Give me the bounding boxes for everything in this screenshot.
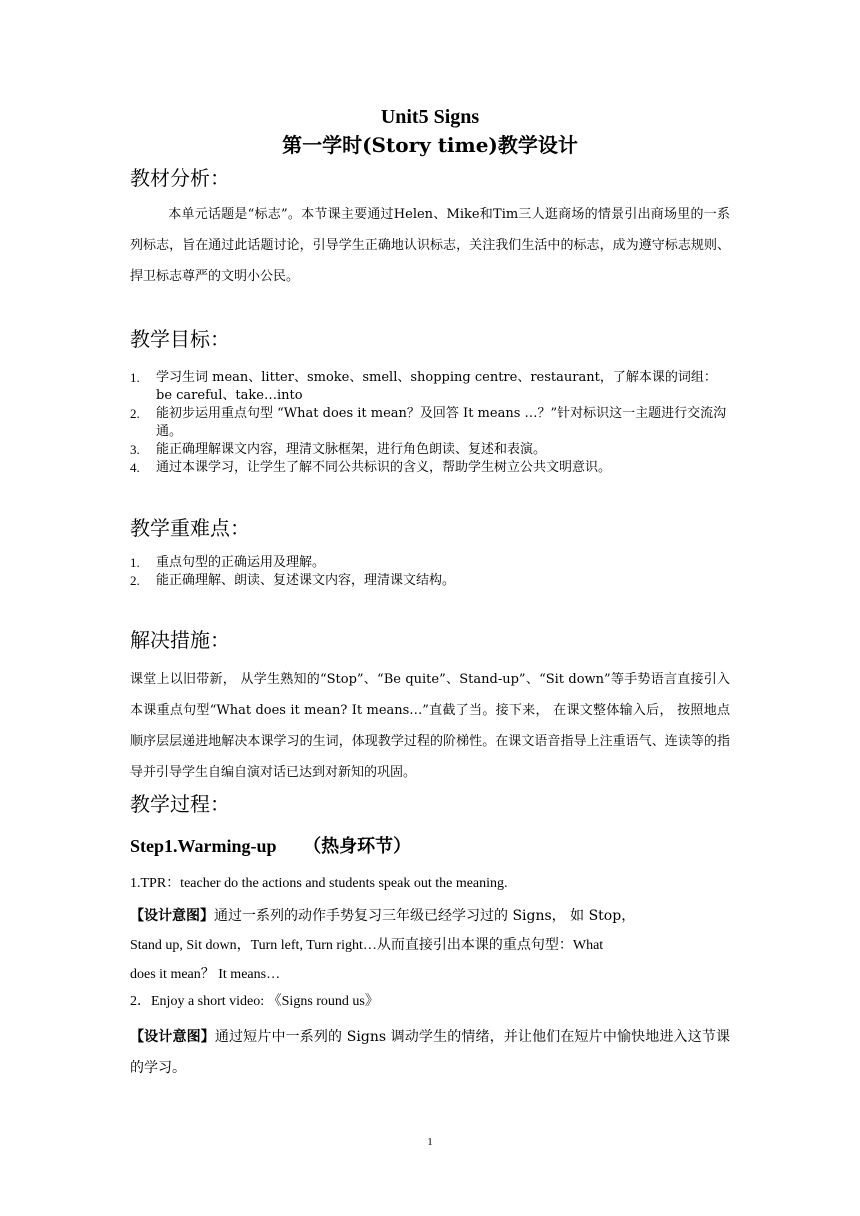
list-item	[130, 459, 730, 477]
intent-label: 【设计意图】	[130, 1029, 215, 1045]
list-text: 重点句型的正确运用及理解。	[156, 555, 326, 570]
list-number: 3.	[130, 442, 140, 457]
list-item	[130, 572, 730, 590]
list-number: 4.	[130, 460, 140, 475]
list-number: 1.	[130, 370, 140, 385]
intent-label: 【设计意图】	[130, 908, 214, 924]
step1-title	[130, 834, 411, 859]
solutions-paragraph: 课堂上以旧带新， 从学生熟知的“Stop”、“Be quite”、Stand-up”、“Sit down”等手势语言直接引入本课重点句型“What does it mean? It means…”直截了当。接下来， 在课文整体输入后， 按照地点顺序层层递进地解决本课学习的生词，体现教学过程的阶梯性。在课文语音指导上注重语气、连读等的指导并引导学生自编自演对话已达到对新知的巩固。	[130, 672, 730, 780]
list-number: 2.	[130, 406, 140, 421]
analysis-heading: 教材分析：	[130, 166, 230, 190]
page-number: 1	[427, 1136, 433, 1148]
list-item	[130, 405, 730, 441]
objectives-list	[130, 369, 730, 477]
step1-item-1: 1.TPR：teacher do the actions and students speak out the meaning.	[130, 876, 508, 891]
document-title: Unit5 Signs	[380, 106, 480, 128]
process-heading: 教学过程：	[130, 792, 230, 816]
intent1-line3: does it mean？ It means…	[130, 967, 281, 982]
intent1-line2: Stand up, Sit down，Turn left, Turn right…从而直接引出本课的重点句型：What	[130, 938, 604, 953]
intent2-paragraph	[130, 1022, 730, 1084]
list-text: 学习生词 mean、litter、smoke、smell、shopping centre、restaurant，了解本课的词组：be careful、take…into	[156, 370, 717, 403]
key-points-list	[130, 554, 730, 590]
list-item	[130, 554, 730, 572]
solutions-heading: 解决措施：	[130, 628, 230, 652]
step1-title-en: Step1.Warming-up	[130, 836, 277, 856]
list-number: 1.	[130, 555, 140, 570]
list-number: 2.	[130, 573, 140, 588]
analysis-text: 本单元话题是“标志”。本节课主要通过Helen、Mike和Tim三人逛商场的情景引出商场里的一系列标志，旨在通过此话题讨论，引导学生正确地认识标志，关注我们生活中的标志，成为遵守标志规则、捍卫标志尊严的文明小公民。	[130, 207, 730, 284]
analysis-paragraph	[130, 199, 730, 292]
list-text: 通过本课学习，让学生了解不同公共标识的含义，帮助学生树立公共文明意识。	[156, 460, 612, 475]
list-text: 能初步运用重点句型 “What does it mean？及回答 It means …？”针对标识这一主题进行交流沟通。	[156, 406, 727, 439]
list-text: 能正确理解课文内容，理清文脉框架，进行角色朗读、复述和表演。	[156, 442, 547, 457]
step1-item-2: 2．Enjoy a short video: 《Signs round us》	[130, 994, 379, 1009]
list-item	[130, 369, 730, 405]
key-points-heading: 教学重难点：	[130, 516, 250, 540]
step1-title-cn: （热身环节）	[303, 836, 412, 857]
document-subtitle: 第一学时(Story time)教学设计	[282, 133, 578, 157]
intent1-line1	[130, 906, 730, 926]
objectives-heading: 教学目标：	[130, 327, 230, 351]
list-text: 能正确理解、朗读、复述课文内容，理清课文结构。	[156, 573, 456, 588]
list-item	[130, 441, 730, 459]
intent-text: 通过一系列的动作手势复习三年级已经学习过的 Signs， 如 Stop，	[214, 908, 636, 924]
intent-text: 通过短片中一系列的 Signs 调动学生的情绪，并让他们在短片中愉快地进入这节课的学习。	[130, 1029, 731, 1076]
